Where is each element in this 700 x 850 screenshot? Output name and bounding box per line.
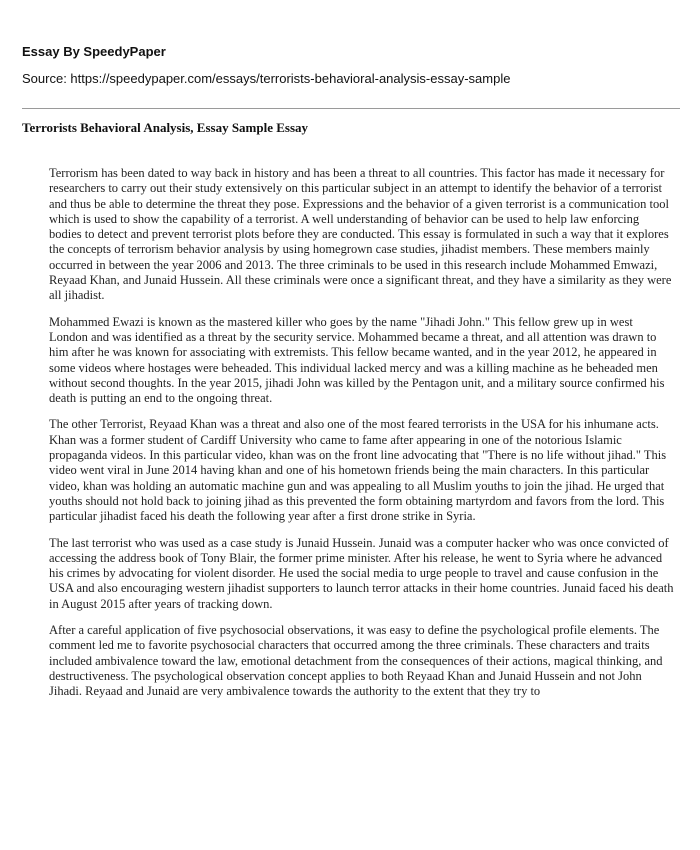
essay-paragraph: Mohammed Ewazi is known as the mastered killer who goes by the name "Jihadi John." This fellow grew up in west London and was identified as a threat by the security service. Mohammed became a threat, and all attention was drawn to him after he was known for associating with extremists. This fellow became wanted, and in the year 2012, he appeared in some videos where hostages were beheaded. This individual lacked mercy and was a killing machine as he beheaded men without second thoughts. In the year 2015, jihadi John was killed by the Pentagon unit, and a military source confirmed his death is putting an end to the ongoing threat.: [49, 314, 665, 406]
essay-title: Terrorists Behavioral Analysis, Essay Sample Essay: [22, 120, 309, 135]
source-line: Source: https://speedypaper.com/essays/terrorists-behavioral-analysis-essay-sample: [22, 71, 511, 86]
essay-paragraph: Terrorism has been dated to way back in history and has been a threat to all countries. This factor has made it necessary for researchers to carry out their study extensively on this particular subject in an attempt to identify the behavior of a terrorist and thus be able to determine the threat they pose. Expressions and the behavior of a given terrorist is a communication tool which is used to show the capability of a terrorist. A well understanding of behavior can be used to help law enforcing bodies to detect and prevent terrorist plots before they are conducted. This essay is formulated in such a way that it explores the concepts of terrorism behavior analysis by using homegrown case studies, jihadist members. These members mainly occurred in between the year 2006 and 2013. The three criminals to be used in this research include Mohammed Emwazi, Reyaad Khan, and Junaid Hussein. All these criminals were once a significant threat, and they have a similarity as they were all jihadist.: [49, 166, 672, 303]
essay-paragraph: The other Terrorist, Reyaad Khan was a threat and also one of the most feared terrorists in the USA for his inhumane acts. Khan was a former student of Cardiff University who came to fame after appearing in one of the notorious Islamic propaganda videos. In this particular video, khan was on the front line advocating that "There is no life without jihad." This video went viral in June 2014 having khan and one of his hometown friends being the main characters. In this particular video, khan was holding an automatic machine gun and was appealing to all Muslim youths to join the jihad. He urged that youths should not hold back to joining jihad as this prevented the form obtaining martyrdom and favors from the lord. This particular jihadist faced his death the following year after a first drone strike in Syria.: [49, 417, 667, 524]
essay-body: [49, 166, 674, 711]
essay-paragraph: After a careful application of five psychosocial observations, it was easy to define the psychological profile elements. The comment led me to favorite psychosocial characters that occurred among the three criminals. These characters and traits included ambivalence toward the law, emotional detachment from the consequences of their actions, magical thinking, and destructiveness. The psychological observation concept applies to both Reyaad Khan and Junaid Hussein and not John Jihadi. Reyaad and Junaid are very ambivalence towards the authority to the extent that they try to: [49, 623, 663, 699]
site-header-title: Essay By SpeedyPaper: [22, 44, 166, 59]
header-divider: [22, 108, 680, 109]
essay-paragraph: The last terrorist who was used as a case study is Junaid Hussein. Junaid was a computer hacker who was once convicted of accessing the address book of Tony Blair, the former prime minister. After his release, he went to Syria where he advanced his crimes by advocating for violent disorder. He used the social media to urge people to travel and cause confusion in the USA and also encouraging western jihadist supporters to launch terror attacks in their home countries. Junaid faced his death in August 2015 after years of tracking down.: [49, 535, 674, 611]
